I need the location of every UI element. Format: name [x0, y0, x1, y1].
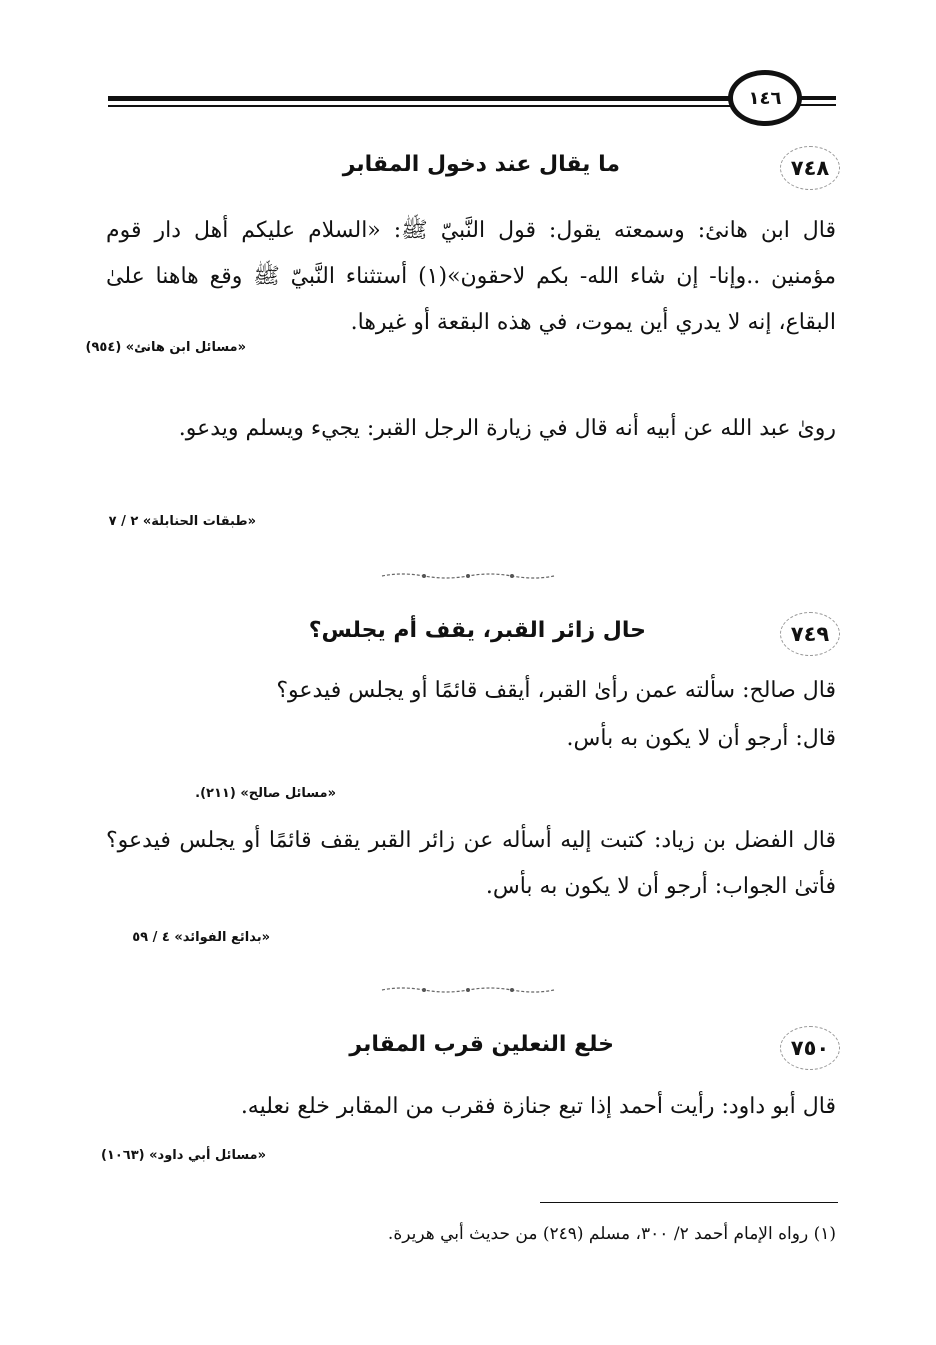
source-citation: «مسائل أبي داود» (١٠٦٣)	[100, 1148, 266, 1163]
source-citation: «مسائل صالح» (٢١١).	[195, 786, 336, 801]
source-citation: «مسائل ابن هانئ» (٩٥٤)	[85, 340, 246, 355]
header-rule	[108, 96, 732, 101]
section-number: ٧٥٠	[780, 1026, 840, 1070]
section-title: حال زائر القبر، يقف أم يجلس؟	[308, 618, 646, 643]
footnote: (١) رواه الإمام أحمد ٢/ ٣٠٠، مسلم (٢٤٩) من حديث أبي هريرة.	[387, 1224, 836, 1244]
paragraph: قال الفضل بن زياد: كتبت إليه أسأله عن زائر القبر يقف قائمًا أو يجلس فيدعو؟ فأتىٰ الجواب: أرجو أن لا يكون به بأس.	[106, 828, 836, 899]
paragraph-line: قال صالح: سألته عمن رأىٰ القبر، أيقف قائمًا أو يجلس فيدعو؟	[276, 678, 836, 703]
page-number: ١٤٦	[728, 70, 802, 126]
section-title: ما يقال عند دخول المقابر	[342, 152, 620, 177]
ornament-divider	[380, 986, 556, 994]
header-rule-thin	[108, 105, 732, 107]
source-citation: «طبقات الحنابلة» ٢ / ٧	[108, 514, 256, 529]
ornament-divider	[380, 572, 556, 580]
source-citation: «بدائع الفوائد» ٤ / ٥٩	[132, 930, 270, 945]
section-number: ٧٤٩	[780, 612, 840, 656]
paragraph: روىٰ عبد الله عن أبيه أنه قال في زيارة الرجل القبر: يجيء ويسلم ويدعو.	[178, 416, 836, 441]
header-rule-tail	[800, 96, 836, 100]
footnote-rule	[540, 1202, 838, 1203]
paragraph-line: قال: أرجو أن لا يكون به بأس.	[566, 726, 836, 751]
section-number: ٧٤٨	[780, 146, 840, 190]
section-title: خلع النعلين قرب المقابر	[349, 1032, 614, 1057]
paragraph-line: قال أبو داود: رأيت أحمد إذا تبع جنازة فقرب من المقابر خلع نعليه.	[240, 1094, 836, 1119]
header-rule-tail-thin	[800, 104, 836, 106]
paragraph: قال ابن هانئ: وسمعته يقول: قول النَّبيّ ﷺ: «السلام عليكم أهل دار قوم مؤمنين ..وإنا- إن شاء الله- بكم لاحقون»(١) أستثناء النَّبيّ ﷺ وقع هاهنا علىٰ البقاع، إنه لا يدري أين يموت، في هذه البقعة أو غيرها.	[106, 218, 836, 335]
